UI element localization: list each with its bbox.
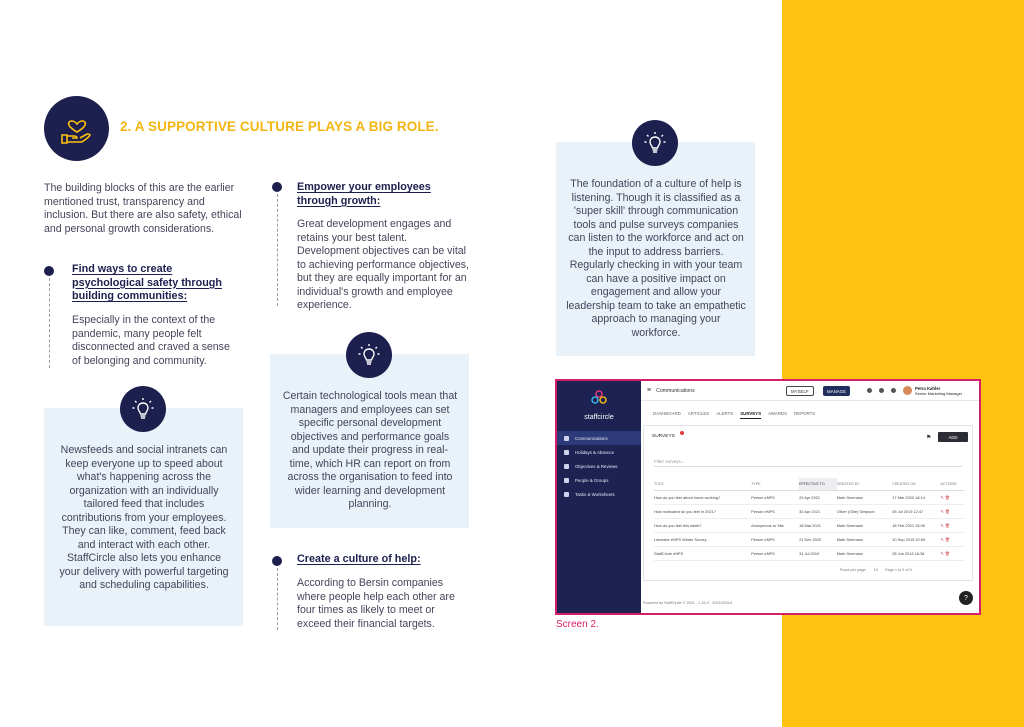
nav-objectives[interactable]: Objectives & Reviews (557, 459, 641, 473)
cell-type: Person eNPS (751, 490, 799, 504)
people-icon (564, 478, 569, 483)
bed-icon (564, 450, 569, 455)
myself-toggle[interactable]: MYSELF (786, 386, 814, 396)
staffcircle-logo-icon (590, 389, 608, 407)
settings-icon[interactable] (867, 388, 872, 393)
tab-reports[interactable]: REPORTS (794, 411, 816, 416)
hand-heart-icon (44, 96, 109, 161)
col-title[interactable]: TITLE (654, 478, 751, 490)
cell-eff: 18 Mar 2021 (799, 518, 837, 532)
col-type[interactable]: TYPE (751, 478, 799, 490)
cell-by: Mark Seemann (837, 490, 893, 504)
cell-title: Leicester eNPS Winter Survey (654, 532, 751, 546)
tab-dashboard[interactable]: DASHBOARD (653, 411, 681, 416)
table-row[interactable] (654, 504, 964, 518)
dashed-divider (49, 278, 50, 368)
app-screenshot (555, 379, 981, 615)
cell-eff: 20 Apr 2021 (799, 490, 837, 504)
cell-title: How do you feel this week? (654, 518, 751, 532)
help-button[interactable]: ? (959, 591, 973, 605)
edit-icon[interactable]: ✎ (940, 494, 944, 500)
cell-by: Mark Seemann (837, 518, 893, 532)
delete-icon[interactable]: 🗑 (944, 536, 950, 542)
nav-tasks[interactable]: Tasks & Worksheets (557, 487, 641, 501)
dashed-divider (277, 568, 278, 630)
filter-surveys-input[interactable]: Filter surveys... (654, 456, 962, 467)
bullet-dot (44, 266, 54, 276)
cell-type: Person eNPS (751, 546, 799, 560)
col-effective-to[interactable]: EFFECTIVE TO (799, 478, 837, 490)
topbar-title: Communications (656, 387, 695, 394)
flag-icon[interactable]: ⚑ (926, 435, 932, 441)
table-row[interactable] (654, 518, 964, 532)
cell-on: 05 Jul 2019 12:47 (892, 504, 940, 518)
table-row[interactable] (654, 546, 964, 560)
cell-on: 18 Feb 2021 15:00 (892, 518, 940, 532)
menu-icon[interactable]: ≡ (647, 387, 652, 394)
surveys-table (654, 478, 964, 561)
lightbulb-icon (346, 332, 392, 378)
cell-on: 28 Jun 2019 16:38 (892, 546, 940, 560)
table-row[interactable] (654, 490, 964, 504)
growth-title: Empower your employees through growth: (297, 181, 431, 207)
help-body: According to Bersin companies where people help each other are four times as likely to meet or exceed their financial targets. (297, 577, 455, 630)
cell-eff: 31 Jul 2019 (799, 546, 837, 560)
list-icon (564, 492, 569, 497)
app-footer: Powered by StaffCircle © 2021 - 1.16.0 - 20210315.6 (643, 601, 733, 605)
notification-dot (680, 431, 684, 435)
delete-icon[interactable]: 🗑 (944, 550, 950, 556)
lightbulb-icon (120, 386, 166, 432)
add-survey-button[interactable]: ADD (938, 432, 968, 442)
chat-icon (564, 436, 569, 441)
dashed-divider (277, 194, 278, 306)
psych-safety-body: Especially in the context of the pandemic, many people felt disconnected and craved a sense of belonging and community. (72, 314, 230, 367)
help-title: Create a culture of help: (297, 553, 421, 565)
cell-by: Oliver (Ollie) Simpson (837, 504, 893, 518)
tools-text: Certain technological tools mean that managers and employees can set specific personal development objectives and performance goals and update their progress in real-time, which HR can report on from across the organisation to feed into wider learning and development planning. (282, 390, 458, 510)
cell-type: Anonymous to Site (751, 518, 799, 532)
cell-type: Person eNPS (751, 504, 799, 518)
nav-holidays[interactable]: Holidays & Absence (557, 445, 641, 459)
row-actions[interactable] (941, 504, 965, 518)
manage-toggle[interactable]: MANAGE (823, 386, 850, 396)
tab-awards[interactable]: AWARDS (768, 411, 788, 416)
col-created-by[interactable]: CREATED BY (837, 478, 893, 490)
listening-text: The foundation of a culture of help is listening. Though it is classified as a 'super skill' through communication tools and pulse surveys companies can listen to the workforce and act on the input to address barriers. Regularly checking in with your team can have a positive impact on engagement and allow your leadership team to take an empathetic approach to managing your workforce. (566, 178, 746, 339)
newsfeeds-text: Newsfeeds and social intranets can keep everyone up to speed about what's happening across the organization with an individually tailored feed that includes contributions from your employees. They can like, comment, feed back and interact with each other. StaffCircle also lets you enhance your delivery with powerful targeting and scheduling capabilities. (59, 444, 229, 591)
pagination (840, 568, 912, 572)
cell-on: 10 Sep 2019 10:59 (892, 532, 940, 546)
tab-alerts[interactable]: ALERTS (716, 411, 734, 416)
table-row[interactable] (654, 532, 964, 546)
cell-type: Person eNPS (751, 532, 799, 546)
cell-title: StaffCircle eNPS (654, 546, 751, 560)
cell-eff: 30 Apr 2021 (799, 504, 837, 518)
cell-by: Mark Seemann (837, 532, 893, 546)
app-sidebar (557, 381, 641, 613)
page-range: Page 1 to 5 of 5 (884, 568, 912, 572)
rows-per-page-select[interactable]: 10 (873, 568, 878, 572)
staffcircle-logo (557, 389, 641, 421)
rows-per-page-label: Rows per page: (840, 568, 867, 572)
edit-icon[interactable]: ✎ (940, 508, 944, 514)
user-info: Petra Kahler Senior Marketing Manager (915, 386, 963, 396)
growth-body: Great development engages and retains your best talent. Development objectives can be vital to achieving performance objectives, but they are equally important for an individual's growth and employee experience. (297, 218, 469, 311)
nav-communications[interactable]: Communications (557, 431, 641, 445)
bullet-dot (272, 556, 282, 566)
nav-people[interactable]: People & Groups (557, 473, 641, 487)
tab-surveys[interactable]: SURVEYS (740, 411, 761, 419)
row-actions[interactable] (941, 532, 965, 546)
avatar[interactable] (903, 386, 912, 395)
col-created-on[interactable]: CREATED ON (892, 478, 940, 490)
intro-text: The building blocks of this are the earlier mentioned trust, transparency and inclusion. But there are also safety, ethical and personal growth considerations. (44, 182, 242, 235)
bell-icon[interactable] (891, 388, 896, 393)
screen-caption: Screen 2. (556, 619, 599, 630)
cell-eff: 21 Dec 2020 (799, 532, 837, 546)
app-nav (557, 431, 641, 501)
lightbulb-icon (632, 120, 678, 166)
edit-icon[interactable]: ✎ (940, 550, 944, 556)
row-actions[interactable] (941, 490, 965, 504)
cell-title: How motivated do you feel in 2021? (654, 504, 751, 518)
row-actions[interactable] (941, 546, 965, 560)
panel-title: SURVEYS (652, 434, 675, 439)
delete-icon[interactable]: 🗑 (944, 522, 950, 528)
edit-icon[interactable]: ✎ (940, 536, 944, 542)
psych-safety-title: Find ways to create psychological safety through building communities: (72, 263, 222, 302)
bullet-dot (272, 182, 282, 192)
edit-icon[interactable]: ✎ (940, 522, 944, 528)
cell-by: Mark Seemann (837, 546, 893, 560)
logo-text: staffcircle (584, 414, 614, 421)
app-topbar (641, 381, 979, 401)
table-body (654, 490, 964, 560)
megaphone-icon[interactable] (879, 388, 884, 393)
row-actions[interactable] (941, 518, 965, 532)
cell-title: How do you feel about home working? (654, 490, 751, 504)
yellow-side-panel (782, 0, 1024, 727)
delete-icon[interactable]: 🗑 (944, 508, 950, 514)
tab-articles[interactable]: ARTICLES (687, 411, 710, 416)
cell-on: 17 Mar 2020 18:14 (892, 490, 940, 504)
surveys-panel (643, 425, 973, 581)
checkbox-icon (564, 464, 569, 469)
delete-icon[interactable]: 🗑 (944, 494, 950, 500)
app-tabs (653, 411, 815, 419)
section-heading: 2. A SUPPORTIVE CULTURE PLAYS A BIG ROLE. (120, 119, 439, 134)
col-actions: ACTIONS (941, 478, 965, 490)
